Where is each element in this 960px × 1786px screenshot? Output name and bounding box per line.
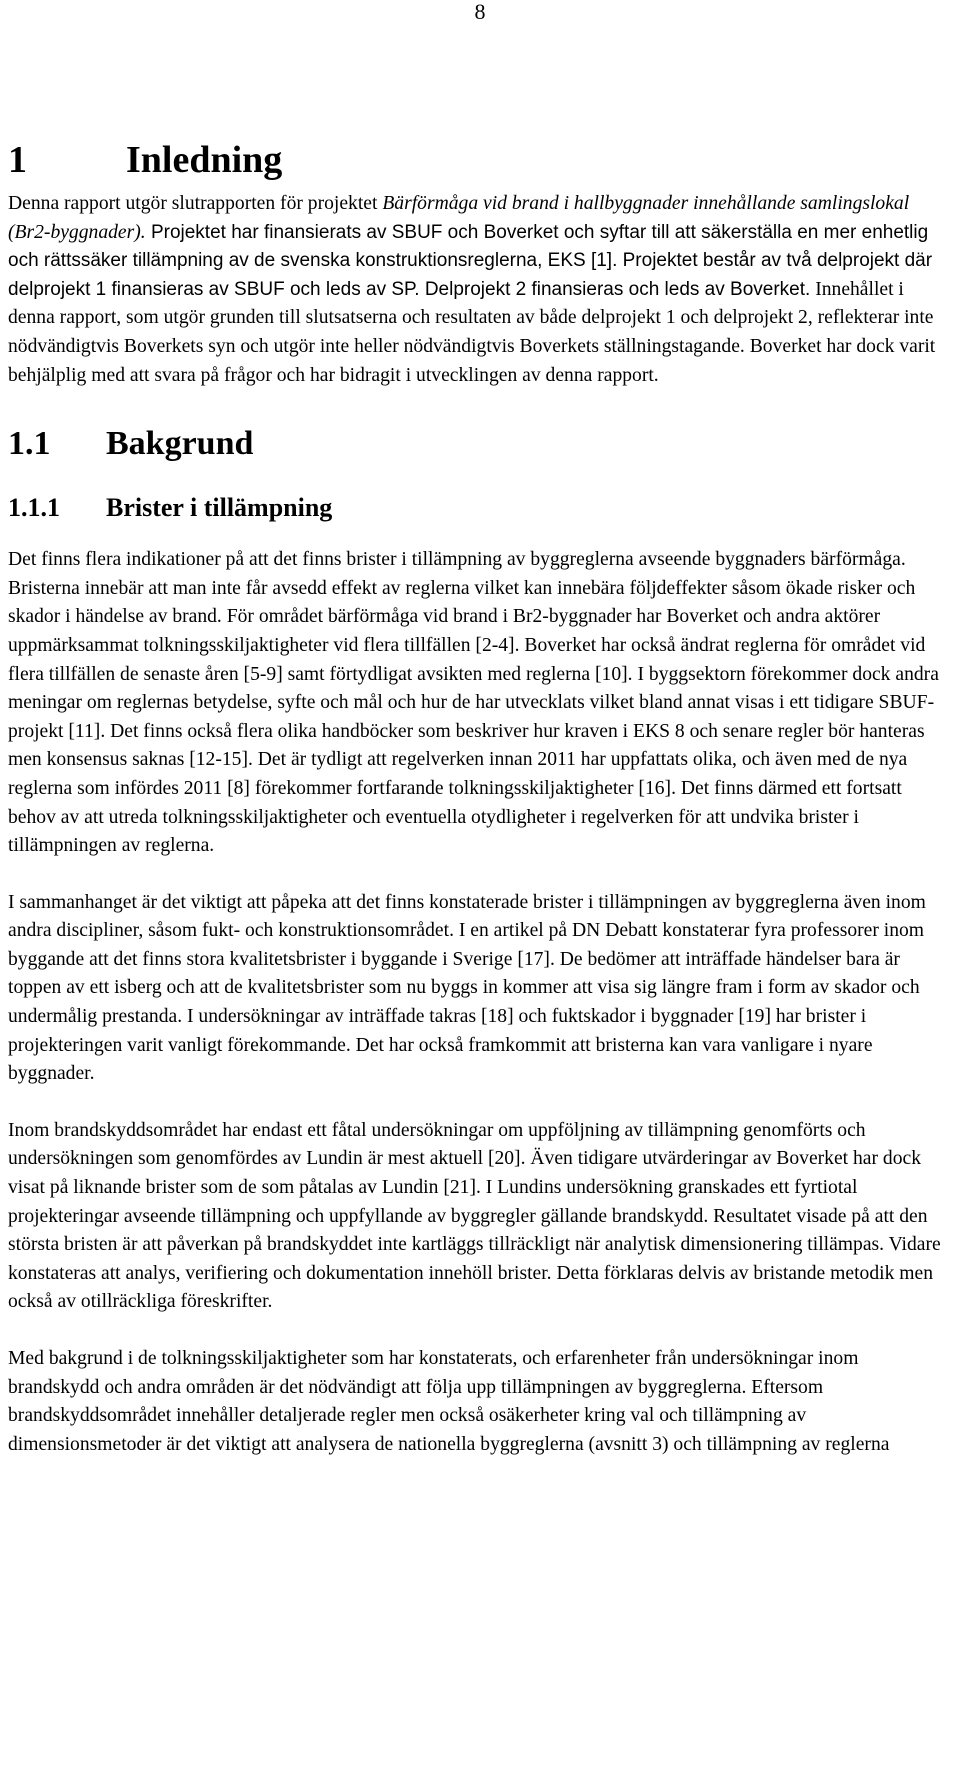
body-paragraph-3: Inom brandskyddsområdet har endast ett fåtal undersökningar om uppföljning av tillämpning genomförts och undersökningen som genomfördes av Lundin är mest aktuell [20]. Även tidigare utvärderingar av Boverket har dock visat på liknande brister som de som påtalas av Lundin [21]. I Lundins undersökning granskades ett fyrtiotal projekteringar avseende tillämpning och uppfyllande av byggregler gällande brandskydd. Resultatet visade på att den största bristen är att påverkan på brandskyddet inte kartläggs tillräckligt när analytisk dimensionering tillämpas. Vidare konstateras att analys, verifiering och dokumentation innehöll brister. Detta förklaras delvis av bristande metodik men också av otillräckliga föreskrifter. xyxy=(8,1119,941,1313)
body-paragraph-2: I sammanhanget är det viktigt att påpeka att det finns konstaterade brister i tillämpningen av byggreglerna även inom andra discipliner, såsom fukt- och konstruktionsområdet. I en artikel på DN Debatt konstaterar fyra professorer inom byggande att det finns stora kvalitetsbrister i byggande i Sverige [17]. De bedömer att inträffade händelser bara är toppen av ett isberg och att de kvalitetsbrister som nu byggs in kommer att visa sig längre fram i form av skador och undermålig prestanda. I undersökningar av inträffade takras [18] och fuktskador i byggnader [19] har brister i projekteringen varit vanligt förekommande. Det har också framkommit att bristerna kan vara vanligare i nyare byggnader. xyxy=(8,891,926,1085)
project-title: Bärförmåga vid brand i hallbyggnader innehållande samlingslokal (Br2-byggnader). xyxy=(8,193,910,243)
intro-text-b: Projektet har finansierats av SBUF och Boverket och syftar till att säkerställa en mer enhetlig och rättssäker tillämpning av de svenska konstruktionsreglerna, EKS [1]. Projektet består av två delprojekt där delprojekt 1 finansieras av SBUF och leds av SP. Delprojekt 2 finansieras och leds av Boverket. xyxy=(8,221,933,300)
heading-inledning xyxy=(8,138,948,182)
heading-title: Brister i tillämpning xyxy=(106,493,333,523)
intro-paragraph xyxy=(8,190,948,390)
heading-bakgrund xyxy=(8,424,948,464)
body-paragraph-4: Med bakgrund i de tolkningsskiljaktigheter som har konstaterats, och erfarenheter från undersökningar inom brandskydd och andra områden är det nödvändigt att följa upp tillämpningen av byggreglerna. Eftersom brandskyddsområdet innehåller detaljerade regler men också osäkerheter kring val och tillämpning av dimensionsmetoder är det viktigt att analysera de nationella byggreglerna (avsnitt 3) och tillämpning av reglerna xyxy=(8,1348,890,1455)
intro-text-c: Innehållet i denna rapport, som utgör grunden till slutsatserna och resultaten av både delprojekt 1 och delprojekt 2, reflekterar inte nödvändigtvis Boverkets syn och utgör inte heller nödvändigtvis Boverkets ställningstagande. Boverket har dock varit behjälplig med att svara på frågor och har bidragit i utvecklingen av denna rapport. xyxy=(8,278,936,386)
page-content xyxy=(8,138,948,1459)
page-number: 8 xyxy=(474,0,486,24)
heading-number: 1.1 xyxy=(8,425,51,463)
heading-number: 1.1.1 xyxy=(8,493,60,523)
body-paragraph-1: Det finns flera indikationer på att det finns brister i tillämpning av byggreglerna avseende byggnaders bärförmåga. Bristerna innebär att man inte får avsedd effekt av reglerna vilket kan innebära följdeffekter såsom ökade risker och skador i händelse av brand. För området bärförmåga vid brand i Br2-byggnader har Boverket och andra aktörer uppmärksammat tolkningsskiljaktigheter vid flera tillfällen [2-4]. Boverket har också ändrat reglerna för området vid flera tillfällen de senaste åren [5-9] samt förtydligat avsikten med reglerna [10]. I byggsektorn förekommer dock andra meningar om reglernas betydelse, syfte och mål och hur de har utvecklats vilket bland annat visas i ett tidigare SBUF-projekt [11]. Det finns också flera olika handböcker som beskriver hur kraven i EKS 8 och senare regler bör hanteras men konsensus saknas [12-15]. Det är tydligt att regelverken innan 2011 har uppfattats olika, och även med de nya reglerna som infördes 2011 [8] förekommer fortfarande tolkningsskiljaktigheter [16]. Det finns därmed ett fortsatt behov av att utreda tolkningsskiljaktigheter och eventuella otydligheter i regelverken för att undvika brister i tillämpningen av reglerna. xyxy=(8,549,939,857)
heading-title: Bakgrund xyxy=(106,425,254,463)
heading-brister xyxy=(8,492,948,524)
heading-number: 1 xyxy=(8,139,27,181)
intro-text-a: Denna rapport utgör slutrapporten för projektet xyxy=(8,193,383,214)
heading-title: Inledning xyxy=(126,139,283,181)
